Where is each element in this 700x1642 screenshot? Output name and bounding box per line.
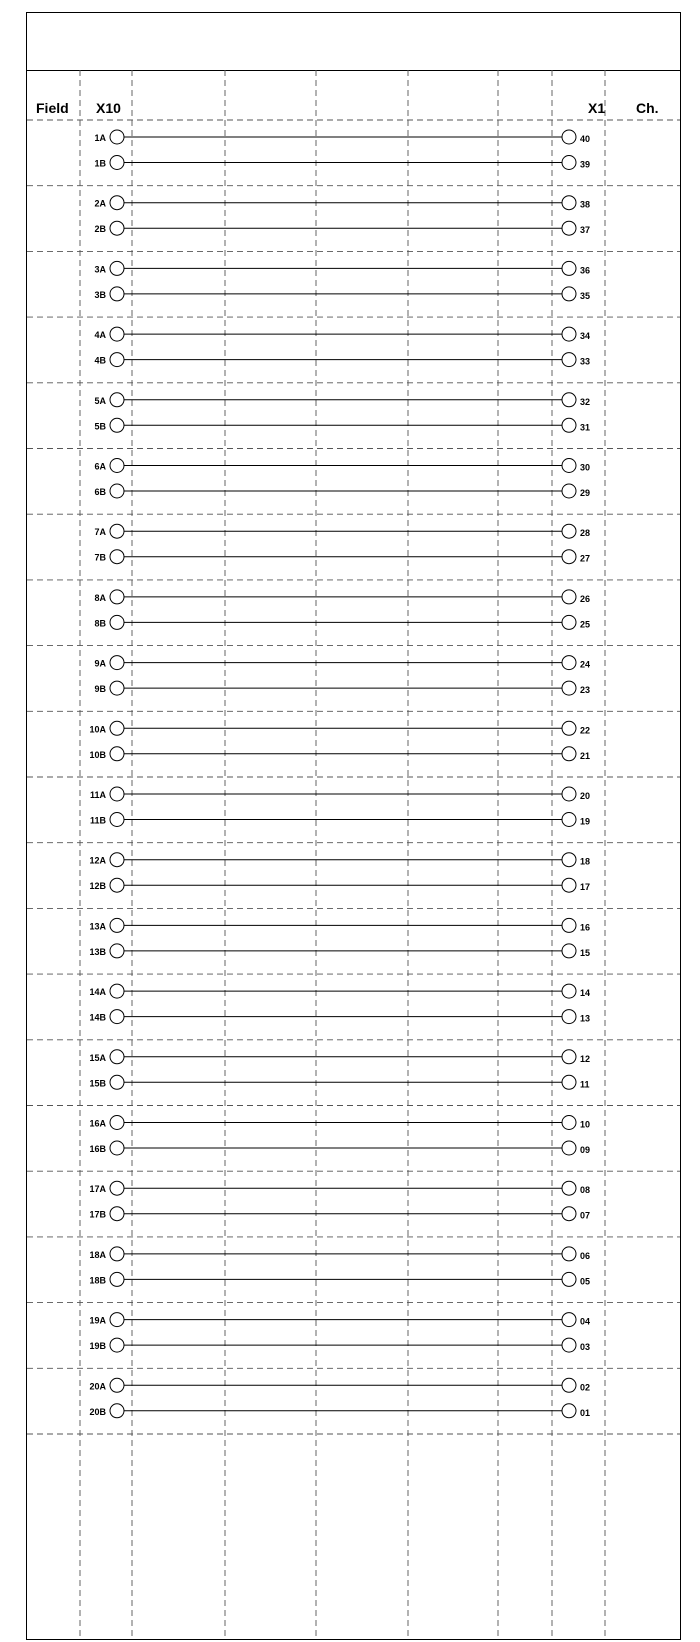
left-pin-label: 17B	[89, 1209, 106, 1220]
right-terminal	[562, 1141, 576, 1155]
right-terminal	[562, 221, 576, 235]
left-pin-label: 14A	[89, 987, 106, 998]
left-pin-label: 20B	[89, 1406, 106, 1417]
left-pin-label: 12B	[89, 881, 106, 892]
right-terminal	[562, 287, 576, 301]
right-pin-label: 06	[580, 1250, 591, 1261]
right-pin-label: 39	[580, 159, 591, 170]
left-terminal	[110, 353, 124, 367]
right-pin-label: 32	[580, 396, 591, 407]
right-pin-label: 16	[580, 922, 591, 933]
left-terminal	[110, 681, 124, 695]
right-terminal	[562, 1272, 576, 1286]
left-terminal	[110, 221, 124, 235]
left-terminal	[110, 156, 124, 170]
left-pin-label: 18B	[89, 1275, 106, 1286]
right-pin-label: 10	[580, 1119, 591, 1130]
right-pin-label: 12	[580, 1053, 591, 1064]
right-terminal	[562, 721, 576, 735]
right-pin-label: 05	[580, 1276, 591, 1287]
left-terminal	[110, 524, 124, 538]
left-terminal	[110, 261, 124, 275]
left-terminal	[110, 484, 124, 498]
right-terminal	[562, 944, 576, 958]
left-terminal	[110, 853, 124, 867]
left-terminal	[110, 918, 124, 932]
left-terminal	[110, 418, 124, 432]
left-pin-label: 15A	[89, 1052, 106, 1063]
right-terminal	[562, 1050, 576, 1064]
left-pin-label: 7A	[94, 527, 106, 538]
right-terminal	[562, 1116, 576, 1130]
left-pin-label: 1A	[94, 133, 106, 143]
left-pin-label: 9B	[94, 684, 106, 695]
left-terminal	[110, 944, 124, 958]
left-terminal	[110, 1141, 124, 1155]
left-pin-label: 11A	[89, 790, 106, 800]
right-pin-label: 31	[580, 422, 591, 433]
right-terminal	[562, 156, 576, 170]
left-pin-label: 10B	[89, 749, 106, 760]
right-terminal	[562, 393, 576, 407]
right-pin-label: 11	[580, 1079, 590, 1090]
right-pin-label: 22	[580, 725, 591, 736]
left-pin-label: 9A	[94, 658, 106, 669]
right-pin-label: 01	[580, 1407, 591, 1418]
right-terminal	[562, 1075, 576, 1089]
left-pin-label: 15B	[89, 1078, 106, 1089]
left-terminal	[110, 550, 124, 564]
header-channel: Ch.	[636, 100, 659, 116]
header-right-connector: X1	[588, 100, 606, 116]
left-pin-label: 5B	[94, 421, 106, 432]
left-pin-label: 5A	[94, 395, 106, 406]
right-pin-label: 08	[580, 1185, 591, 1196]
left-terminal	[110, 590, 124, 604]
right-terminal	[562, 656, 576, 670]
left-terminal	[110, 615, 124, 629]
right-pin-label: 35	[580, 290, 591, 301]
right-pin-label: 30	[580, 462, 591, 473]
left-terminal	[110, 747, 124, 761]
right-terminal	[562, 459, 576, 473]
left-pin-label: 11B	[89, 815, 106, 826]
right-terminal	[562, 524, 576, 538]
left-terminal	[110, 813, 124, 827]
right-terminal	[562, 1313, 576, 1327]
right-terminal	[562, 130, 576, 144]
right-pin-label: 02	[580, 1382, 591, 1393]
left-pin-label: 4A	[94, 330, 106, 341]
right-pin-label: 28	[580, 528, 591, 539]
left-pin-label: 4B	[94, 355, 106, 366]
left-pin-label: 19A	[89, 1315, 106, 1326]
right-pin-label: 27	[580, 553, 591, 564]
right-terminal	[562, 353, 576, 367]
right-pin-label: 26	[580, 593, 591, 604]
right-terminal	[562, 787, 576, 801]
left-pin-label: 16B	[89, 1144, 106, 1154]
right-terminal	[562, 484, 576, 498]
right-pin-label: 03	[580, 1342, 591, 1353]
left-pin-label: 6A	[94, 461, 106, 472]
left-pin-label: 19B	[89, 1341, 106, 1352]
left-pin-label: 17A	[89, 1184, 106, 1195]
right-terminal	[562, 590, 576, 604]
left-terminal	[110, 327, 124, 341]
left-pin-label: 8A	[94, 592, 106, 603]
header-field: Field	[36, 100, 69, 116]
left-terminal	[110, 287, 124, 301]
left-terminal	[110, 1378, 124, 1392]
right-terminal	[562, 1207, 576, 1221]
right-terminal	[562, 1010, 576, 1024]
left-terminal	[110, 1010, 124, 1024]
right-pin-label: 24	[580, 659, 591, 670]
right-pin-label: 37	[580, 225, 591, 236]
left-terminal	[110, 393, 124, 407]
right-pin-label: 17	[580, 882, 591, 893]
left-pin-label: 20A	[89, 1381, 106, 1392]
left-pin-label: 1B	[94, 158, 106, 169]
left-terminal	[110, 459, 124, 473]
right-terminal	[562, 261, 576, 275]
right-terminal	[562, 813, 576, 827]
left-pin-label: 3A	[94, 264, 106, 275]
right-terminal	[562, 853, 576, 867]
left-terminal	[110, 1272, 124, 1286]
left-pin-label: 13B	[89, 946, 106, 957]
right-pin-label: 14	[580, 988, 591, 999]
left-pin-label: 8B	[94, 618, 106, 629]
right-pin-label: 34	[580, 331, 591, 342]
right-pin-label: 20	[580, 791, 591, 801]
right-pin-label: 33	[580, 356, 591, 367]
right-pin-label: 18	[580, 856, 591, 867]
left-terminal	[110, 1116, 124, 1130]
left-terminal	[110, 878, 124, 892]
left-terminal	[110, 1207, 124, 1221]
right-terminal	[562, 918, 576, 932]
left-terminal	[110, 787, 124, 801]
left-terminal	[110, 196, 124, 210]
right-pin-label: 23	[580, 685, 591, 696]
left-pin-label: 3B	[94, 289, 106, 300]
left-terminal	[110, 721, 124, 735]
left-terminal	[110, 1338, 124, 1352]
right-pin-label: 38	[580, 199, 591, 210]
right-terminal	[562, 196, 576, 210]
left-pin-label: 12A	[89, 855, 106, 866]
right-terminal	[562, 615, 576, 629]
left-terminal	[110, 1050, 124, 1064]
left-pin-label: 13A	[89, 921, 106, 932]
left-pin-label: 14B	[89, 1012, 106, 1023]
left-terminal	[110, 984, 124, 998]
header-left-connector: X10	[96, 100, 121, 116]
left-pin-label: 2B	[94, 224, 106, 235]
right-pin-label: 07	[580, 1210, 591, 1221]
pin-rows	[89, 130, 590, 1418]
right-terminal	[562, 327, 576, 341]
right-pin-label: 04	[580, 1316, 591, 1327]
right-pin-label: 21	[580, 750, 591, 761]
right-terminal	[562, 418, 576, 432]
right-pin-label: 25	[580, 619, 591, 630]
right-terminal	[562, 550, 576, 564]
right-terminal	[562, 984, 576, 998]
left-terminal	[110, 656, 124, 670]
right-terminal	[562, 1338, 576, 1352]
left-pin-label: 10A	[89, 724, 106, 735]
right-pin-label: 09	[580, 1145, 591, 1155]
grid-lines	[27, 70, 680, 1639]
left-pin-label: 6B	[94, 487, 106, 497]
left-terminal	[110, 1247, 124, 1261]
left-pin-label: 18A	[89, 1249, 106, 1260]
right-pin-label: 29	[580, 488, 591, 498]
right-terminal	[562, 747, 576, 761]
right-pin-label: 19	[580, 816, 591, 827]
right-terminal	[562, 1181, 576, 1195]
left-terminal	[110, 1075, 124, 1089]
right-terminal	[562, 878, 576, 892]
right-pin-label: 40	[580, 134, 591, 144]
right-terminal	[562, 1378, 576, 1392]
left-terminal	[110, 1181, 124, 1195]
left-terminal	[110, 1404, 124, 1418]
left-pin-label: 7B	[94, 552, 106, 563]
right-terminal	[562, 681, 576, 695]
left-pin-label: 16A	[89, 1118, 106, 1129]
right-terminal	[562, 1247, 576, 1261]
right-pin-label: 15	[580, 947, 591, 958]
right-pin-label: 36	[580, 265, 591, 276]
right-terminal	[562, 1404, 576, 1418]
right-pin-label: 13	[580, 1013, 591, 1024]
left-terminal	[110, 130, 124, 144]
left-pin-label: 2A	[94, 198, 106, 209]
left-terminal	[110, 1313, 124, 1327]
